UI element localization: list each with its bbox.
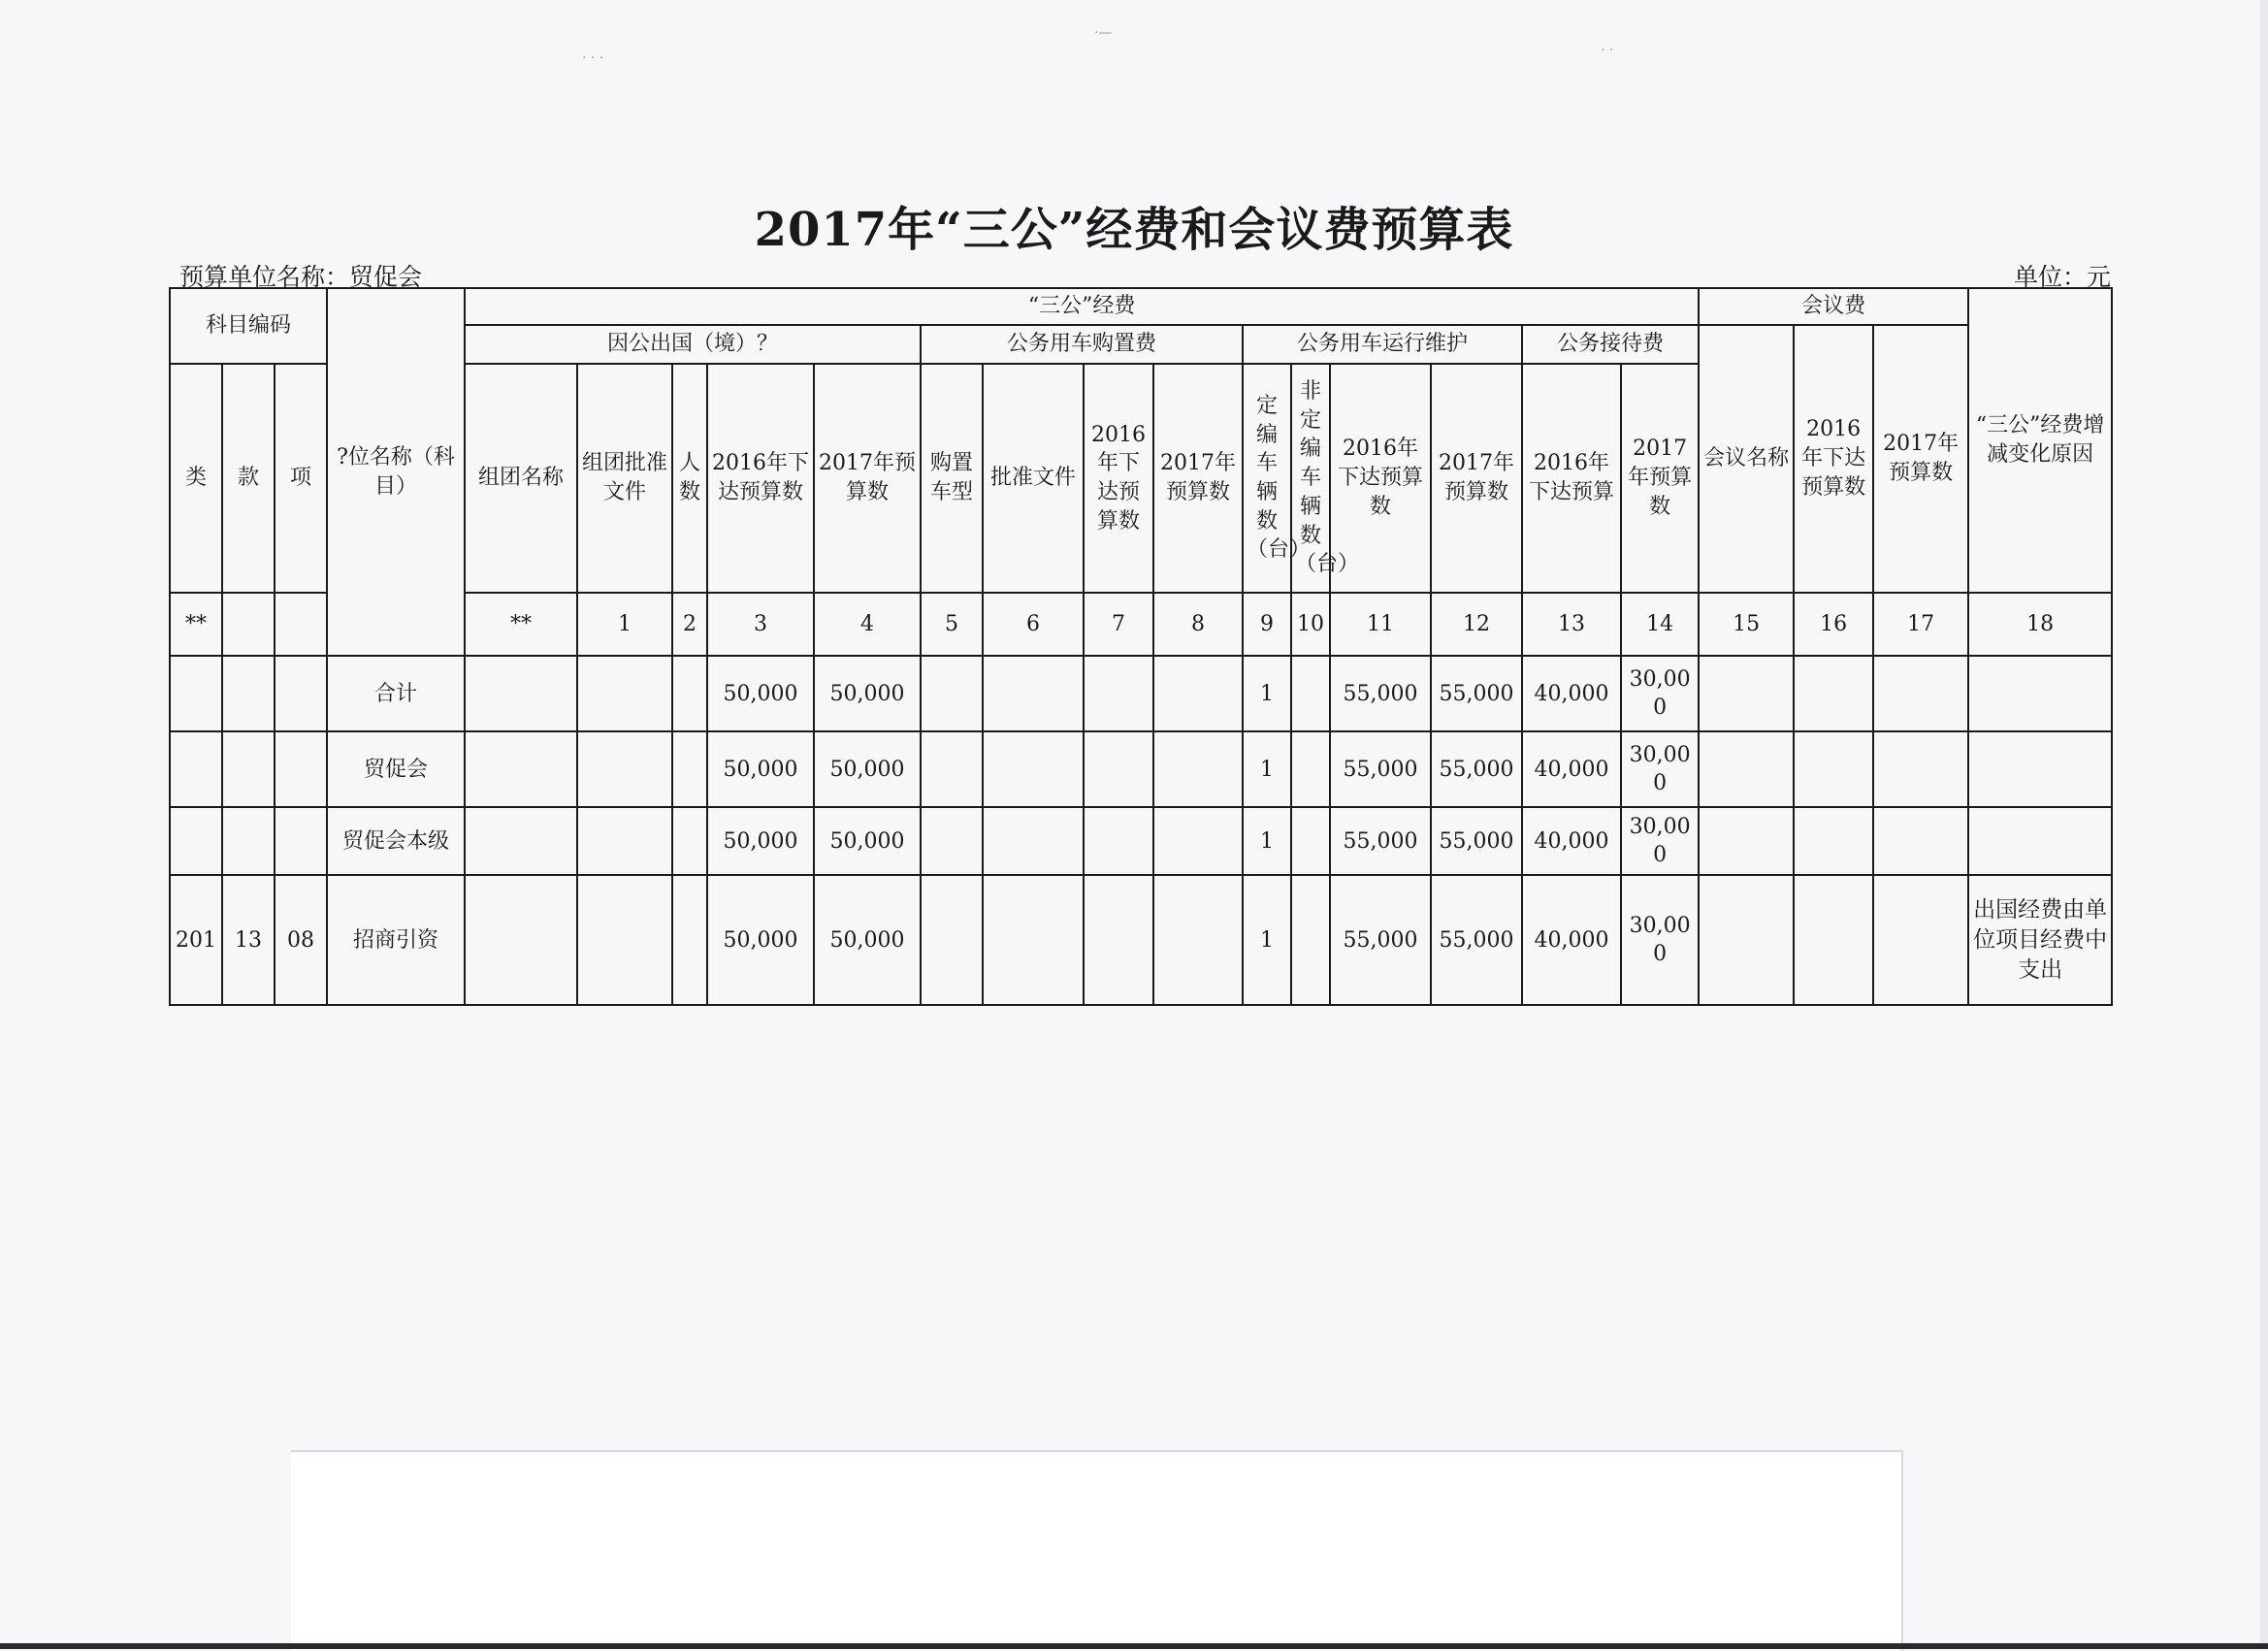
cell-meeting-2016: [1794, 807, 1873, 875]
cell-fixed-cars: 1: [1243, 731, 1291, 807]
cell-approval-doc: [983, 875, 1084, 1005]
cell-lei: 201: [170, 875, 222, 1005]
car-operation-header: 公务用车运行维护: [1243, 325, 1522, 364]
index-cell: 13: [1522, 593, 1621, 656]
index-cell: 5: [921, 593, 983, 656]
cell-purchase-2017: [1153, 875, 1243, 1005]
cell-group-name: [465, 875, 577, 1005]
index-cell: 18: [1968, 593, 2112, 656]
index-cell: 3: [707, 593, 814, 656]
cell-meeting-name: [1699, 875, 1794, 1005]
cell-purchase-2016: [1084, 807, 1153, 875]
unit-subject-header: ?位名称（科目）: [327, 288, 465, 656]
scan-bottom-border: [0, 1643, 2268, 1649]
cell-abroad-2016: 50,000: [707, 875, 814, 1005]
approval-doc-header: 批准文件: [983, 364, 1084, 593]
lei-header: 类: [170, 364, 222, 593]
index-cell: 4: [814, 593, 921, 656]
abroad-header: 因公出国（境）？: [465, 325, 921, 364]
cell-group-name: [465, 807, 577, 875]
cell-lei: [170, 656, 222, 731]
cell-abroad-2016: 50,000: [707, 731, 814, 807]
cell-meeting-name: [1699, 807, 1794, 875]
budget-table: [169, 287, 2113, 1006]
cell-group-name: [465, 731, 577, 807]
change-reason-header: “三公”经费增减变化原因: [1968, 288, 2112, 593]
cell-op-2017: 55,000: [1431, 731, 1522, 807]
cell-group-doc: [577, 875, 672, 1005]
table-row: [170, 731, 2112, 807]
op-2016-header: 2016年下达预算数: [1330, 364, 1431, 593]
cell-people: [672, 731, 707, 807]
cell-rec-2017: 30,000: [1621, 807, 1699, 875]
car-type-header: 购置车型: [921, 364, 983, 593]
cell-abroad-2017: 50,000: [814, 731, 921, 807]
cell-op-2016: 55,000: [1330, 656, 1431, 731]
cell-group-doc: [577, 731, 672, 807]
cell-people: [672, 656, 707, 731]
index-cell: 1: [577, 593, 672, 656]
cell-purchase-2016: [1084, 875, 1153, 1005]
index-cell: 14: [1621, 593, 1699, 656]
reception-header: 公务接待费: [1522, 325, 1699, 364]
cell-car-type: [921, 656, 983, 731]
cell-nonfixed-cars: [1291, 875, 1330, 1005]
cell-kuan: 13: [222, 875, 275, 1005]
cell-kuan: [222, 731, 275, 807]
index-xiang: [275, 593, 327, 656]
table-row: [170, 875, 2112, 1005]
cell-car-type: [921, 807, 983, 875]
cell-rec-2016: 40,000: [1522, 875, 1621, 1005]
cell-car-type: [921, 875, 983, 1005]
budget-unit-name: 预算单位名称：贸促会: [179, 263, 423, 291]
scan-speck: ·—: [1094, 25, 1113, 41]
cell-fixed-cars: 1: [1243, 875, 1291, 1005]
cell-unit-name: 贸促会: [327, 731, 465, 807]
cell-abroad-2016: 50,000: [707, 807, 814, 875]
cell-reason: [1968, 731, 2112, 807]
cell-group-doc: [577, 807, 672, 875]
index-cell: 6: [983, 593, 1084, 656]
cell-people: [672, 875, 707, 1005]
index-cell: 7: [1084, 593, 1153, 656]
cell-kuan: [222, 807, 275, 875]
meeting-header: 会议费: [1699, 288, 1968, 325]
cell-rec-2017: 30,000: [1621, 656, 1699, 731]
cell-purchase-2017: [1153, 807, 1243, 875]
table-row: [170, 656, 2112, 731]
cell-xiang: [275, 807, 327, 875]
cell-op-2017: 55,000: [1431, 875, 1522, 1005]
nonfixed-cars-header: 非定编车辆数（台）: [1291, 364, 1330, 593]
cell-meeting-2017: [1873, 731, 1968, 807]
cell-xiang: [275, 731, 327, 807]
cell-nonfixed-cars: [1291, 807, 1330, 875]
three-public-header: “三公”经费: [465, 288, 1699, 325]
cell-approval-doc: [983, 731, 1084, 807]
cell-unit-name: 贸促会本级: [327, 807, 465, 875]
index-cell: 11: [1330, 593, 1431, 656]
scan-speck: · · ·: [582, 50, 604, 66]
cell-nonfixed-cars: [1291, 656, 1330, 731]
cell-nonfixed-cars: [1291, 731, 1330, 807]
cell-op-2016: 55,000: [1330, 875, 1431, 1005]
cell-unit-name: 合计: [327, 656, 465, 731]
index-cell: 10: [1291, 593, 1330, 656]
cell-meeting-2017: [1873, 875, 1968, 1005]
cell-meeting-2016: [1794, 656, 1873, 731]
cell-car-type: [921, 731, 983, 807]
cell-rec-2016: 40,000: [1522, 656, 1621, 731]
group-name-header: 组团名称: [465, 364, 577, 593]
index-cell: 12: [1431, 593, 1522, 656]
index-cell: 17: [1873, 593, 1968, 656]
cell-reason: 出国经费由单位项目经费中支出: [1968, 875, 2112, 1005]
group-doc-header: 组团批准文件: [577, 364, 672, 593]
subject-code-header: 科目编码: [170, 288, 327, 364]
scan-speck: · ·: [1601, 43, 1614, 58]
meeting-2016-header: 2016年下达预算数: [1794, 325, 1873, 593]
cell-meeting-name: [1699, 656, 1794, 731]
cell-abroad-2017: 50,000: [814, 875, 921, 1005]
underlying-paper-sheet: [291, 1450, 1903, 1651]
cell-rec-2016: 40,000: [1522, 731, 1621, 807]
cell-approval-doc: [983, 656, 1084, 731]
page-title: 2017年“三公”经费和会议费预算表: [754, 203, 1514, 257]
purchase-2017-header: 2017年预算数: [1153, 364, 1243, 593]
cell-meeting-2016: [1794, 731, 1873, 807]
cell-lei: [170, 731, 222, 807]
kuan-header: 款: [222, 364, 275, 593]
cell-group-doc: [577, 656, 672, 731]
header-row-1: [170, 288, 2112, 325]
cell-meeting-2017: [1873, 656, 1968, 731]
cell-group-name: [465, 656, 577, 731]
cell-purchase-2016: [1084, 731, 1153, 807]
cell-abroad-2017: 50,000: [814, 656, 921, 731]
abroad-2016-header: 2016年下达预算数: [707, 364, 814, 593]
cell-abroad-2016: 50,000: [707, 656, 814, 731]
currency-unit: 单位：元: [2013, 263, 2111, 291]
index-cell: 2: [672, 593, 707, 656]
index-cell: 9: [1243, 593, 1291, 656]
index-name: **: [465, 593, 577, 656]
cell-meeting-name: [1699, 731, 1794, 807]
cell-rec-2017: 30,000: [1621, 731, 1699, 807]
index-cell: 8: [1153, 593, 1243, 656]
cell-op-2017: 55,000: [1431, 807, 1522, 875]
cell-reason: [1968, 656, 2112, 731]
rec-2016-header: 2016年下达预算: [1522, 364, 1621, 593]
cell-xiang: 08: [275, 875, 327, 1005]
index-cell: 15: [1699, 593, 1794, 656]
abroad-2017-header: 2017年预算数: [814, 364, 921, 593]
cell-op-2017: 55,000: [1431, 656, 1522, 731]
cell-rec-2016: 40,000: [1522, 807, 1621, 875]
cell-op-2016: 55,000: [1330, 807, 1431, 875]
cell-approval-doc: [983, 807, 1084, 875]
purchase-2016-header: 2016年下达预算数: [1084, 364, 1153, 593]
cell-people: [672, 807, 707, 875]
xiang-header: 项: [275, 364, 327, 593]
cell-purchase-2016: [1084, 656, 1153, 731]
rec-2017-header: 2017年预算数: [1621, 364, 1699, 593]
cell-reason: [1968, 807, 2112, 875]
fixed-cars-header: 定编车辆数（台）: [1243, 364, 1291, 593]
cell-meeting-2017: [1873, 807, 1968, 875]
meeting-name-header: 会议名称: [1699, 325, 1794, 593]
cell-kuan: [222, 656, 275, 731]
cell-fixed-cars: 1: [1243, 656, 1291, 731]
cell-rec-2017: 30,000: [1621, 875, 1699, 1005]
cell-op-2016: 55,000: [1330, 731, 1431, 807]
cell-purchase-2017: [1153, 731, 1243, 807]
meeting-2017-header: 2017年预算数: [1873, 325, 1968, 593]
table-row: [170, 807, 2112, 875]
cell-purchase-2017: [1153, 656, 1243, 731]
op-2017-header: 2017年预算数: [1431, 364, 1522, 593]
people-header: 人数: [672, 364, 707, 593]
cell-lei: [170, 807, 222, 875]
cell-abroad-2017: 50,000: [814, 807, 921, 875]
index-cell: 16: [1794, 593, 1873, 656]
cell-unit-name: 招商引资: [327, 875, 465, 1005]
index-kuan: [222, 593, 275, 656]
index-lei: **: [170, 593, 222, 656]
car-purchase-header: 公务用车购置费: [921, 325, 1243, 364]
cell-xiang: [275, 656, 327, 731]
cell-fixed-cars: 1: [1243, 807, 1291, 875]
cell-meeting-2016: [1794, 875, 1873, 1005]
